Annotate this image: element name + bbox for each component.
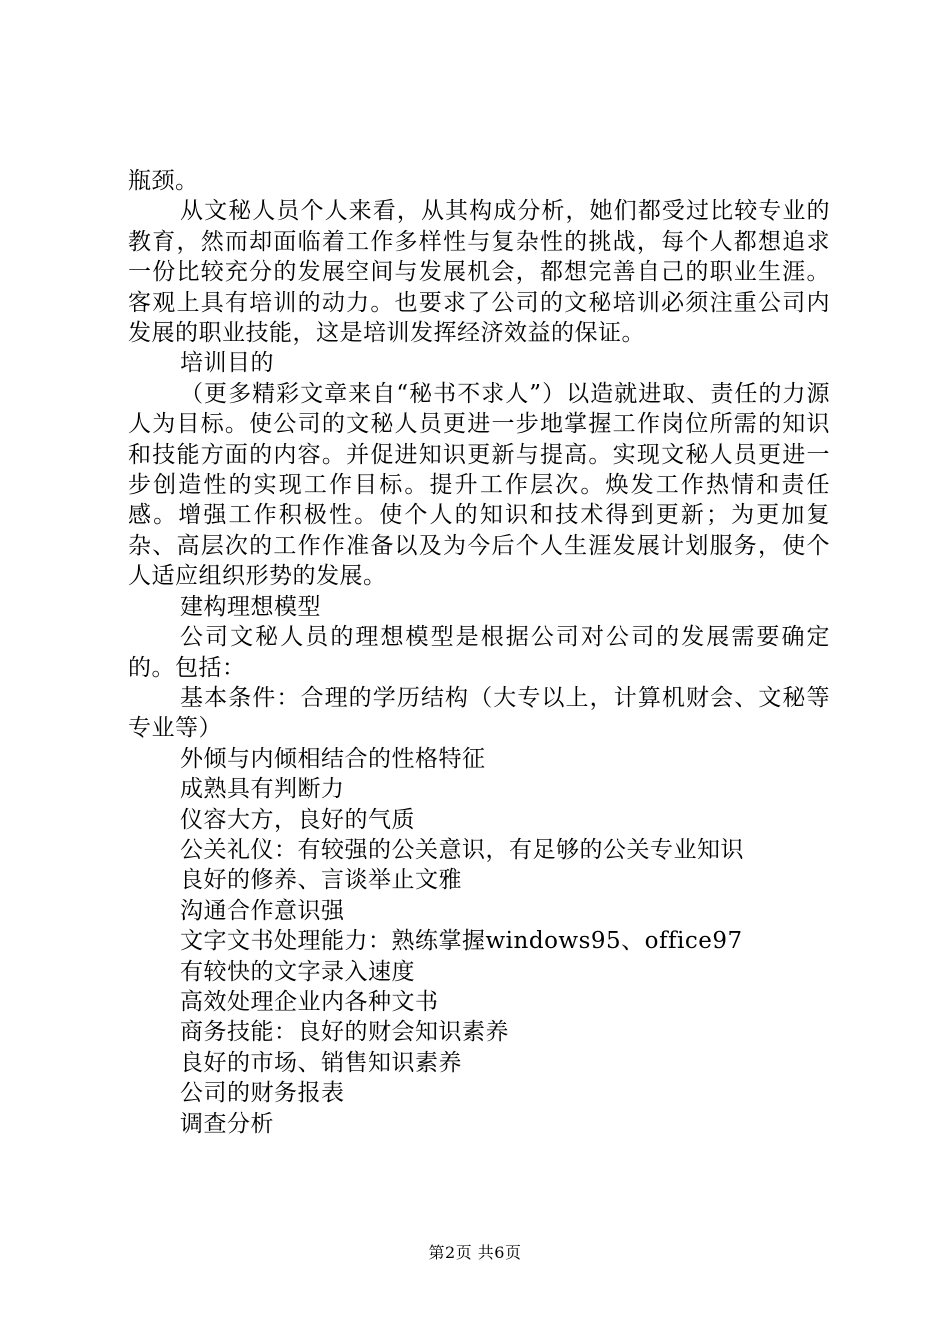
list-item: 公司的财务报表 <box>180 1080 345 1107</box>
paragraph-ideal-model: 公司文秘人员的理想模型是根据公司对公司的发展需要确定的。包括： <box>128 624 830 681</box>
list-item: 有较快的文字录入速度 <box>180 958 415 985</box>
list-item: 商务技能：良好的财会知识素养 <box>180 1019 509 1046</box>
list-item: 公关礼仪：有较强的公关意识，有足够的公关专业知识 <box>180 836 744 863</box>
list-item: 调查分析 <box>180 1110 274 1137</box>
paragraph-personal-analysis: 从文秘人员个人来看，从其构成分析，她们都受过比较专业的教育，然而却面临着工作多样性与复杂性的挑战，每个人都想追求一份比较充分的发展空间与发展机会，都想完善自己的职业生涯。客观上具有培训的动力。也要求了公司的文秘培训必须注重公司内发展的职业技能，这是培训发挥经济效益的保证。 <box>128 198 830 347</box>
heading-ideal-model: 建构理想模型 <box>180 593 321 620</box>
page-number-footer: 第2页 共6页 <box>428 1243 522 1262</box>
list-item: 外倾与内倾相结合的性格特征 <box>180 745 486 772</box>
paragraph-training-purpose: （更多精彩文章来自“秘书不求人”）以造就进取、责任的力源人为目标。使公司的文秘人员更进一步地掌握工作岗位所需的知识和技能方面的内容。并促进知识更新与提高。实现文秘人员更进一步创造性的实现工作目标。提升工作层次。焕发工作热情和责任感。增强工作积极性。使个人的知识和技术得到更新；为更加复杂、高层次的工作作准备以及为今后个人生涯发展计划服务，使个人适应组织形势的发展。 <box>128 380 830 590</box>
list-item: 成熟具有判断力 <box>180 776 345 803</box>
list-item: 沟通合作意识强 <box>180 897 345 924</box>
paragraph-basic-conditions: 基本条件：合理的学历结构（大专以上，计算机财会、文秘等专业等） <box>128 684 830 742</box>
list-item: 高效处理企业内各种文书 <box>180 988 439 1015</box>
heading-training-purpose: 培训目的 <box>180 350 274 377</box>
list-item: 仪容大方，良好的气质 <box>180 806 415 833</box>
paragraph-continuation: 瓶颈。 <box>128 168 199 194</box>
list-item: 良好的市场、销售知识素养 <box>180 1049 462 1076</box>
list-item: 良好的修养、言谈举止文雅 <box>180 867 462 894</box>
list-item: 文字文书处理能力：熟练掌握windows95、office97 <box>180 928 743 955</box>
document-body <box>128 166 830 1139</box>
